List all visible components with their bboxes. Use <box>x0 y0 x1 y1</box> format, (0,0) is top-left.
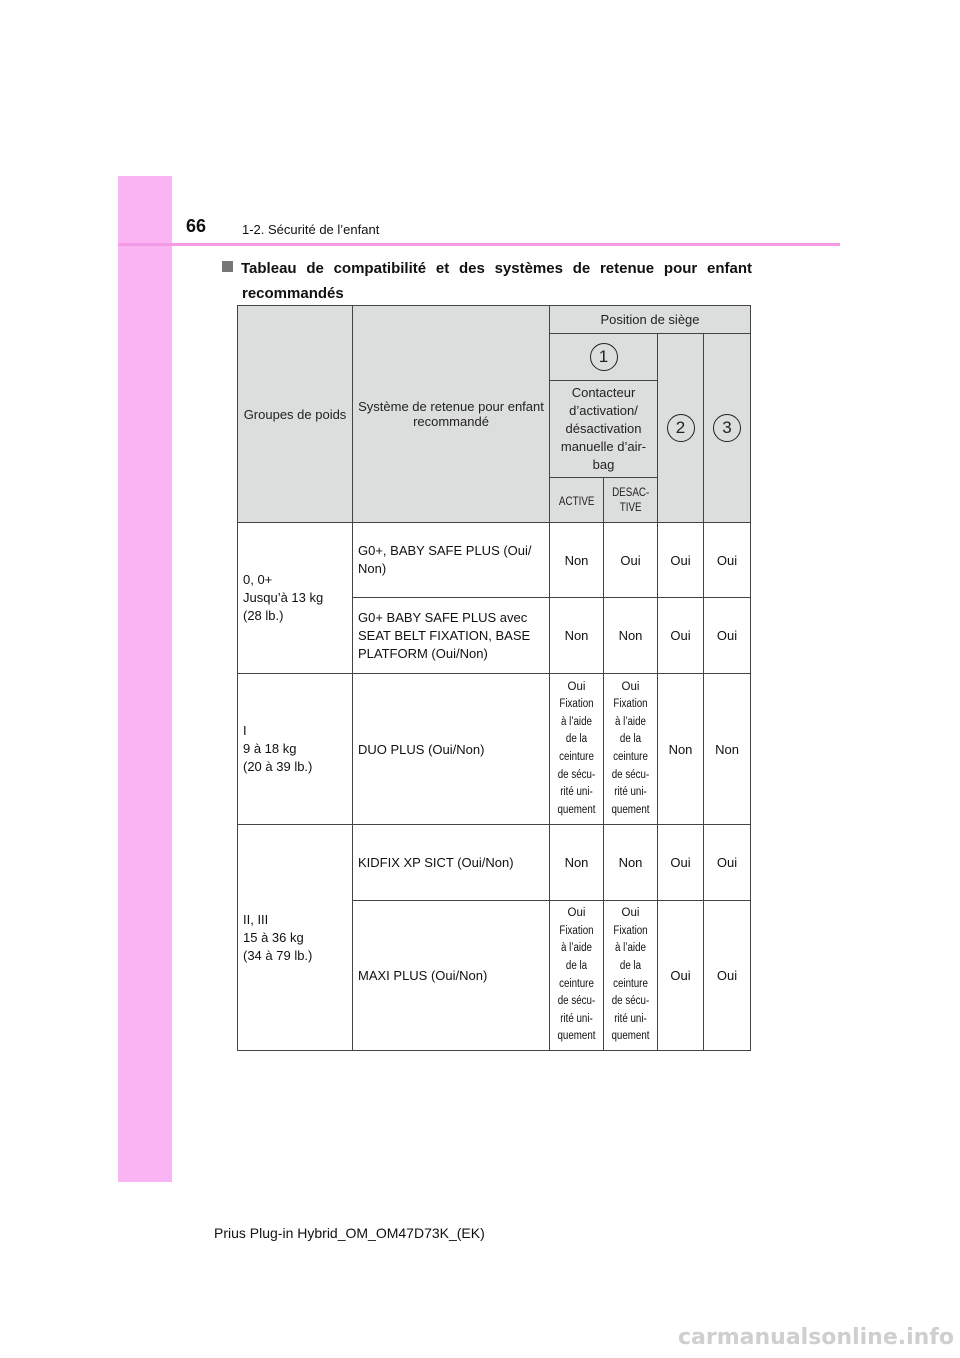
table-row <box>238 523 751 598</box>
page-number: 66 <box>186 216 207 236</box>
watermark: carmanualsonline.info <box>678 1325 954 1350</box>
document-footer: Prius Plug-in Hybrid_OM_OM47D73K_(EK) <box>214 1225 485 1241</box>
active-cell: Non <box>550 598 604 674</box>
seat-2-cell: Oui <box>658 598 704 674</box>
system-cell: DUO PLUS (Oui/Non) <box>353 674 550 825</box>
header-seat-1 <box>550 334 658 381</box>
seat-3-cell: Oui <box>704 901 751 1051</box>
header-active: ACTIVE <box>550 478 604 523</box>
header-groups: Groupes de poids <box>238 306 353 523</box>
header-seat-2 <box>658 334 704 523</box>
table-row <box>238 825 751 901</box>
system-cell: MAXI PLUS (Oui/Non) <box>353 901 550 1051</box>
header-seat-3 <box>704 334 751 523</box>
desactive-cell: Oui Fixation à l’aide de la ceinture de sécu-rité uni-quement <box>604 901 658 1051</box>
side-tab-band <box>118 176 172 1182</box>
table-row <box>238 674 751 825</box>
seat-3-cell: Oui <box>704 598 751 674</box>
seat-3-cell: Non <box>704 674 751 825</box>
square-bullet-icon <box>222 261 233 272</box>
desactive-cell: Non <box>604 598 658 674</box>
seat-3-number-icon: 3 <box>713 414 741 442</box>
system-cell: KIDFIX XP SICT (Oui/Non) <box>353 825 550 901</box>
system-cell: G0+, BABY SAFE PLUS (Oui/ Non) <box>353 523 550 598</box>
desactive-cell: Oui <box>604 523 658 598</box>
seat-2-cell: Non <box>658 674 704 825</box>
active-cell: Oui Fixation à l’aide de la ceinture de sécu-rité uni-quement <box>550 674 604 825</box>
header-airbag-switch: Contacteur d’activation/ désactivation manuelle d’air-bag <box>550 381 658 478</box>
section-title: 1-2. Sécurité de l’enfant <box>242 222 380 237</box>
active-cell: Non <box>550 825 604 901</box>
desactive-cell: Non <box>604 825 658 901</box>
header-position: Position de siège <box>550 306 751 334</box>
seat-2-cell: Oui <box>658 901 704 1051</box>
seat-2-cell: Oui <box>658 523 704 598</box>
seat-1-number-icon: 1 <box>590 343 618 371</box>
weight-group-cell: 0, 0+ Jusqu’à 13 kg (28 lb.) <box>238 523 353 674</box>
seat-2-cell: Oui <box>658 825 704 901</box>
system-cell: G0+ BABY SAFE PLUS avec SEAT BELT FIXATION, BASE PLATFORM (Oui/Non) <box>353 598 550 674</box>
header-desactive: DESAC-TIVE <box>604 478 658 523</box>
seat-3-cell: Oui <box>704 825 751 901</box>
weight-group-cell: I 9 à 18 kg (20 à 39 lb.) <box>238 674 353 825</box>
weight-group-cell: II, III 15 à 36 kg (34 à 79 lb.) <box>238 825 353 1051</box>
table-heading: Tableau de compatibilité et des systèmes de retenue pour enfant recommandés <box>222 256 752 306</box>
compatibility-table <box>237 305 751 1051</box>
active-cell: Non <box>550 523 604 598</box>
seat-3-cell: Oui <box>704 523 751 598</box>
header-system: Système de retenue pour enfant recommandé <box>353 306 550 523</box>
header-rule <box>118 243 840 246</box>
desactive-cell: Oui Fixation à l’aide de la ceinture de sécu-rité uni-quement <box>604 674 658 825</box>
seat-2-number-icon: 2 <box>667 414 695 442</box>
active-cell: Oui Fixation à l’aide de la ceinture de sécu-rité uni-quement <box>550 901 604 1051</box>
